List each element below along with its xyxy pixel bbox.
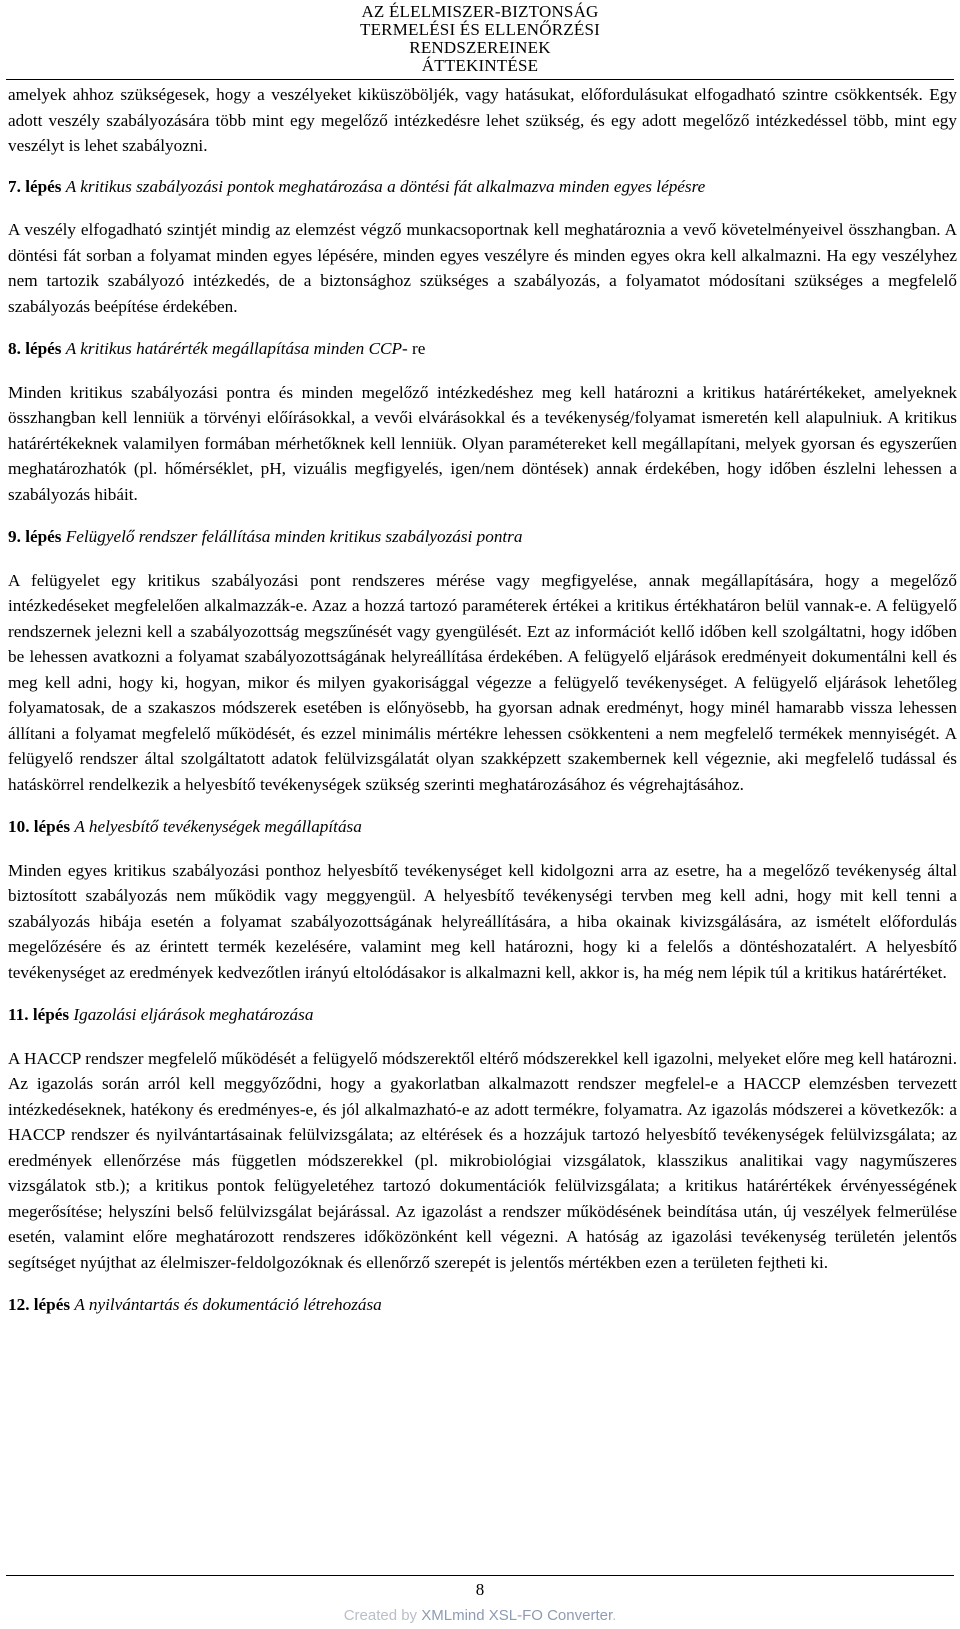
step-10-number: 10. lépés: [8, 817, 71, 836]
step-8-number: 8. lépés: [8, 339, 62, 358]
step-10-heading: [8, 814, 957, 840]
step-8-heading: [8, 336, 957, 362]
watermark-suffix: .: [612, 1607, 617, 1624]
step-7-title: A kritikus szabályozási pontok meghatározása a döntési fát alkalmazva minden egyes lépésre: [65, 176, 706, 196]
page-number: 8: [475, 1580, 485, 1599]
step-7-heading: [8, 174, 957, 200]
step-8-title: A kritikus határérték megállapítása minden CCP: [65, 339, 403, 358]
step-9-heading: [8, 524, 957, 550]
step-11-heading: [8, 1002, 957, 1028]
header-line-2: TERMELÉSI ÉS ELLENŐRZÉSI: [360, 20, 600, 39]
footer-divider: [6, 1575, 954, 1576]
step-8-paragraph: Minden kritikus szabályozási pontra és minden megelőző intézkedéshez meg kell határozni a kritikus határértékeket, amelyeknek összhangban kell lenniük a törvényi előírásokkal, a vevői elvárásokkal és a tevékenység/folyamat ismeretén kell alapulniuk. A kritikus határértékeknek valamilyen formában mérhetőknek kell lenniük. Olyan paramétereket kell megállapítani, melyek gyorsan és egyszerűen meghatározhatók (pl. hőmérséklet, pH, vizuális megfigyelés, igen/nem döntések) annak érdekében, hogy időben észlelni lehessen a szabályozás hibáit.: [8, 382, 957, 504]
step-7-paragraph: A veszély elfogadható szintjét mindig az elemzést végző munkacsoportnak kell meghatároznia a vevő követelményeivel összhangban. A döntési fát sorban a folyamat minden egyes lépésére, minden egyes veszélyre és minden egyes okra kell alkalmazni. Ha egy veszélyhez nem tartozik szabályozó intézkedés, de a biztonsághoz szükséges a szabályozás, a folyamatot módosítani szükséges a megfelelő szabályozás beépítése érdekében.: [8, 220, 957, 316]
step-10-title: A helyesbítő tevékenységek megállapítása: [74, 817, 362, 836]
watermark-brand: XMLmind XSL-FO Converter: [421, 1607, 613, 1624]
step-9-paragraph: A felügyelet egy kritikus szabályozási pont rendszeres mérése vagy megfigyelése, annak megállapítására, hogy a megelőző intézkedéseket megfelelően alkalmazzák-e. Azaz a hozzá tartozó paraméterek értékei a kritikus értékhatáron belül vannak-e. A felügyelő rendszernek jelezni kell a szabályozottság megszűnését vagy gyengülését. Ezt az információt kellő időben kell szolgáltatni, hogy időben be lehessen avatkozni a folyamat szabályozottságának helyreállítása érdekében. A felügyelő eljárások eredményeit dokumentálni kell és meg kell adni, hogy ki, hogyan, mikor és milyen gyakorisággal végezze a felügyelő tevékenységet. A felügyelő eljárások lehetőleg folyamatosak, de a szakaszos módszerek esetében is előnyösebb, ha gyorsan adnak eredményt, hogy minél hamarabb vissza lehessen állítani a folyamat megfelelő működését, és ezzel minimális mértékre lehessen csökkenteni a nem megfelelő termékek mennyiségét. A felügyelő rendszer által szolgáltatott adatok felülvizsgálatát olyan szakképzett szakembernek kell végeznie, aki megfelelő tudással és hatáskörrel rendelkezik a helyesbítő tevékenységek szükség szerinti meghatározásához és végrehajtásához.: [8, 570, 957, 794]
step-9-number: 9. lépés: [8, 527, 62, 546]
intro-paragraph: amelyek ahhoz szükségesek, hogy a veszélyeket kiküszöböljék, vagy hatásukat, előfordulásukat elfogadható szintre csökkentsék. Egy adott veszély szabályozására több mint egy megelőző intézkedésre lehet szükség, és egy adott megelőző intézkedéssel több, mint egy veszélyt is lehet szabályozni.: [8, 85, 957, 155]
step-10-paragraph: Minden egyes kritikus szabályozási ponthoz helyesbítő tevékenységet kell kidolgozni arra az esetre, ha a megelőző tevékenység által biztosított szabályozás nem működik vagy meggyengül. A helyesbítő tevékenységi tervben meg kell adni, hogy mit kell tenni a szabályozás hibája esetén a folyamat szabályozottságának helyreállítására, a hiba okainak kivizsgálására, az ismételt előfordulás megelőzésére és az érintett termék kezelésére, valamint meg kell határozni, hogy ki a felelős a döntéshozatalért. A helyesbítő tevékenységet az eredmények kedvezőtlen irányú eltolódásakor is alkalmazni kell, akkor is, ha még nem lépik túl a kritikus határértéket.: [8, 860, 957, 982]
converter-watermark: [230, 1607, 730, 1625]
document-body: [8, 82, 957, 1336]
header-line-1: AZ ÉLELMISZER-BIZTONSÁG: [361, 2, 599, 21]
step-12-heading: [8, 1292, 957, 1318]
header-divider: [6, 79, 954, 80]
step-9-title: Felügyelő rendszer felállítása minden kritikus szabályozási pontra: [65, 527, 523, 546]
running-header: [290, 3, 670, 75]
step-7-number: 7. lépés: [8, 176, 62, 196]
step-8-title-suffix: - re: [402, 339, 426, 358]
step-11-title: Igazolási eljárások meghatározása: [73, 1005, 314, 1024]
header-line-3: RENDSZEREINEK: [409, 38, 551, 57]
watermark-prefix: Created by: [343, 1607, 422, 1624]
step-11-number: 11. lépés: [8, 1005, 70, 1024]
step-12-number: 12. lépés: [8, 1295, 71, 1314]
header-line-4: ÁTTEKINTÉSE: [421, 56, 539, 75]
step-12-title: A nyilvántartás és dokumentáció létrehozása: [74, 1295, 382, 1314]
step-11-paragraph: A HACCP rendszer megfelelő működését a felügyelő módszerektől eltérő módszerekkel kell igazolni, melyeket előre meg kell határozni. Az igazolás során arról kell meggyőződni, hogy a gyakorlatban alkalmazott rendszer megfelel-e a HACCP elemzésben tervezett intézkedéseknek, hatékony és eredményes-e, és jól alkalmazható-e az adott termékre, folyamatra. Az igazolás módszerei a következők: a HACCP rendszer és nyilvántartásainak felülvizsgálata; az eltérések és a hozzájuk tartozó helyesbítő tevékenységek felülvizsgálata; az eredmények ellenőrzése más független módszerekkel (pl. mikrobiológiai vizsgálatok, klasszikus analitikai vagy nagyműszeres vizsgálatok stb.); a kritikus pontok felügyeletéhez tartozó dokumentációk felülvizsgálata; a kritikus határértékek érvényességének megerősítése; helyszíni belső felülvizsgálat bejárással. Az igazolást a rendszer működésének beindítása után, új veszélyek felmerülése esetén, valamint előre meghatározott rendszeres időközönként kell végezni. A hatóság az igazolási tevékenység területén jelentős segítséget nyújthat az élelmiszer-feldolgozóknak és ellenőrző szerepét is jelentős mértékben ezen a területen fejtheti ki.: [8, 1048, 957, 1272]
